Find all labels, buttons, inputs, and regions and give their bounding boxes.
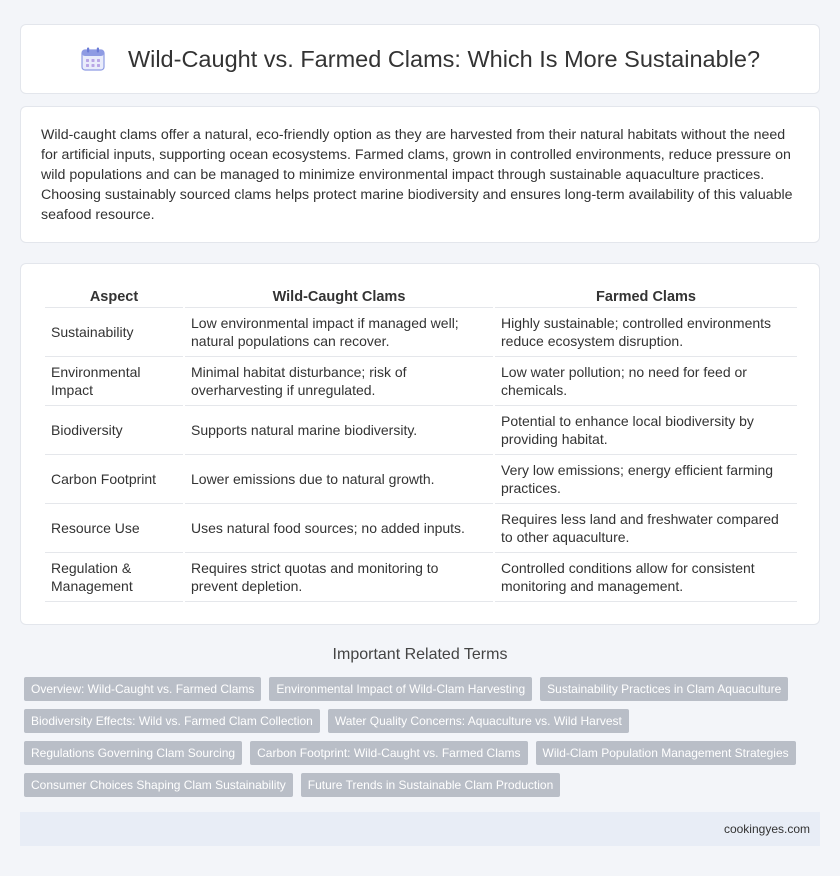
comparison-card	[20, 263, 820, 625]
aspect-cell: Environmental Impact	[45, 357, 183, 406]
footer-site-link[interactable]: cookingyes.com	[723, 822, 810, 836]
aspect-cell: Sustainability	[45, 308, 183, 357]
column-header-aspect: Aspect	[45, 286, 183, 308]
farmed-cell: Very low emissions; energy efficient farming practices.	[495, 455, 797, 504]
related-terms-title: Important Related Terms	[332, 646, 508, 663]
calendar-icon	[80, 46, 106, 72]
table-row	[45, 357, 797, 406]
related-term-tag[interactable]: Future Trends in Sustainable Clam Production	[301, 773, 560, 797]
table-row	[45, 455, 797, 504]
wild-cell: Requires strict quotas and monitoring to prevent depletion.	[185, 553, 493, 602]
related-term-tag[interactable]: Regulations Governing Clam Sourcing	[24, 741, 242, 765]
related-term-tag[interactable]: Carbon Footprint: Wild-Caught vs. Farmed Clams	[250, 741, 527, 765]
comparison-table	[43, 286, 799, 602]
wild-cell: Lower emissions due to natural growth.	[185, 455, 493, 504]
column-header-wild: Wild-Caught Clams	[185, 286, 493, 308]
table-row	[45, 406, 797, 455]
related-term-tag[interactable]: Consumer Choices Shaping Clam Sustainability	[24, 773, 293, 797]
table-row	[45, 553, 797, 602]
table-row	[45, 308, 797, 357]
aspect-cell: Resource Use	[45, 504, 183, 553]
related-term-tag[interactable]: Environmental Impact of Wild-Clam Harvesting	[269, 677, 532, 701]
farmed-cell: Requires less land and freshwater compared to other aquaculture.	[495, 504, 797, 553]
farmed-cell: Highly sustainable; controlled environments reduce ecosystem disruption.	[495, 308, 797, 357]
table-row	[45, 504, 797, 553]
header-card	[20, 24, 820, 94]
farmed-cell: Potential to enhance local biodiversity by providing habitat.	[495, 406, 797, 455]
aspect-cell: Biodiversity	[45, 406, 183, 455]
related-term-tag[interactable]: Overview: Wild-Caught vs. Farmed Clams	[24, 677, 261, 701]
wild-cell: Uses natural food sources; no added inputs.	[185, 504, 493, 553]
wild-cell: Minimal habitat disturbance; risk of overharvesting if unregulated.	[185, 357, 493, 406]
wild-cell: Supports natural marine biodiversity.	[185, 406, 493, 455]
table-header-row	[45, 286, 797, 308]
related-term-tag[interactable]: Wild-Clam Population Management Strategies	[536, 741, 796, 765]
column-header-farmed: Farmed Clams	[495, 286, 797, 308]
related-term-tag[interactable]: Water Quality Concerns: Aquaculture vs. Wild Harvest	[328, 709, 629, 733]
intro-card	[20, 106, 820, 243]
related-terms-list	[24, 677, 824, 805]
page-title: Wild-Caught vs. Farmed Clams: Which Is More Sustainable?	[127, 45, 761, 72]
farmed-cell: Controlled conditions allow for consistent monitoring and management.	[495, 553, 797, 602]
wild-cell: Low environmental impact if managed well; natural populations can recover.	[185, 308, 493, 357]
farmed-cell: Low water pollution; no need for feed or chemicals.	[495, 357, 797, 406]
aspect-cell: Carbon Footprint	[45, 455, 183, 504]
intro-text: Wild-caught clams offer a natural, eco-friendly option as they are harvested from their natural habitats without the need for artificial inputs, supporting ocean ecosystems. Farmed clams, grown in controlled environments, reduce pressure on wild populations and can be managed to minimize environmental impact through sustainable aquaculture practices. Choosing sustainably sourced clams helps protect marine biodiversity and ensures long-term availability of this valuable seafood resource.	[41, 127, 793, 223]
footer	[20, 812, 820, 846]
aspect-cell: Regulation & Management	[45, 553, 183, 602]
related-term-tag[interactable]: Sustainability Practices in Clam Aquaculture	[540, 677, 788, 701]
related-term-tag[interactable]: Biodiversity Effects: Wild vs. Farmed Clam Collection	[24, 709, 320, 733]
